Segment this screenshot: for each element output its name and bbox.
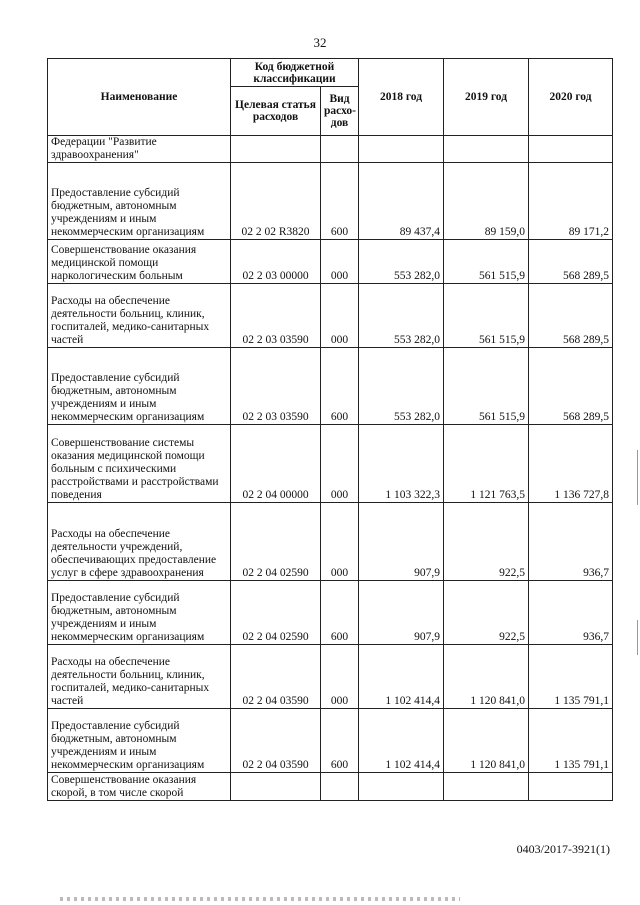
row-2019-value-cell: 1 120 841,0 <box>444 645 529 709</box>
row-expense-kind-cell: 000 <box>321 240 359 284</box>
footer-scan-marks <box>60 897 460 901</box>
row-target-code-cell: 02 2 04 03590 <box>231 709 321 773</box>
row-expense-kind-cell: 000 <box>321 503 359 581</box>
row-2020-value-cell: 568 289,5 <box>529 284 613 348</box>
row-2018-value-cell: 1 102 414,4 <box>359 645 444 709</box>
table-row <box>48 348 613 425</box>
row-2019-value-cell: 561 515,9 <box>444 284 529 348</box>
table-row <box>48 709 613 773</box>
row-2018-value-cell: 553 282,0 <box>359 240 444 284</box>
row-target-code-cell <box>231 136 321 163</box>
row-2019-value-cell: 922,5 <box>444 581 529 645</box>
row-2020-value-cell: 1 136 727,8 <box>529 425 613 503</box>
row-2020-value-cell: 568 289,5 <box>529 240 613 284</box>
row-target-code-cell: 02 2 04 00000 <box>231 425 321 503</box>
row-name-cell: Федерации "Развитие здравоохранения" <box>48 136 231 163</box>
edge-scan-mark <box>637 620 638 655</box>
row-name-cell: Расходы на обеспечение деятельности больниц, клиник, госпиталей, медико-санитарных частей <box>48 645 231 709</box>
row-2019-value-cell <box>444 136 529 163</box>
row-2018-value-cell: 553 282,0 <box>359 284 444 348</box>
row-name-cell: Совершенствование оказания скорой, в том числе скорой <box>48 773 231 801</box>
row-2019-value-cell: 561 515,9 <box>444 348 529 425</box>
header-name: Наименование <box>48 59 231 136</box>
row-2019-value-cell: 1 121 763,5 <box>444 425 529 503</box>
table-row <box>48 425 613 503</box>
row-expense-kind-cell: 600 <box>321 163 359 240</box>
row-2019-value-cell: 1 120 841,0 <box>444 709 529 773</box>
row-name-cell: Предоставление субсидий бюджетным, автономным учреждениям и иным некоммерческим организациям <box>48 709 231 773</box>
row-2020-value-cell: 936,7 <box>529 503 613 581</box>
row-2020-value-cell: 568 289,5 <box>529 348 613 425</box>
header-2020: 2020 год <box>529 59 613 136</box>
row-name-cell: Предоставление субсидий бюджетным, автономным учреждениям и иным некоммерческим организациям <box>48 163 231 240</box>
row-target-code-cell <box>231 773 321 801</box>
row-2019-value-cell: 922,5 <box>444 503 529 581</box>
table-row <box>48 645 613 709</box>
edge-scan-mark <box>637 450 638 505</box>
table-body <box>48 136 613 801</box>
row-2020-value-cell: 89 171,2 <box>529 163 613 240</box>
header-2019: 2019 год <box>444 59 529 136</box>
row-2020-value-cell: 1 135 791,1 <box>529 645 613 709</box>
header-target: Целевая статья расходов <box>231 87 321 136</box>
row-2018-value-cell: 907,9 <box>359 581 444 645</box>
row-target-code-cell: 02 2 04 02590 <box>231 581 321 645</box>
budget-table <box>47 58 613 801</box>
row-2020-value-cell: 1 135 791,1 <box>529 709 613 773</box>
row-name-cell: Расходы на обеспечение деятельности больниц, клиник, госпиталей, медико-санитарных частей <box>48 284 231 348</box>
header-code-group: Код бюджетной классификации <box>231 59 359 87</box>
row-2020-value-cell <box>529 136 613 163</box>
row-expense-kind-cell: 000 <box>321 284 359 348</box>
header-kind: Вид расхо-дов <box>321 87 359 136</box>
row-2020-value-cell <box>529 773 613 801</box>
header-2018: 2018 год <box>359 59 444 136</box>
row-expense-kind-cell <box>321 773 359 801</box>
row-2018-value-cell: 553 282,0 <box>359 348 444 425</box>
row-expense-kind-cell: 600 <box>321 581 359 645</box>
row-name-cell: Расходы на обеспечение деятельности учреждений, обеспечивающих предоставление услуг в сфере здравоохранения <box>48 503 231 581</box>
row-2018-value-cell <box>359 773 444 801</box>
row-expense-kind-cell: 600 <box>321 348 359 425</box>
row-expense-kind-cell: 000 <box>321 645 359 709</box>
row-name-cell: Совершенствование оказания медицинской помощи наркологическим больным <box>48 240 231 284</box>
page-number: 32 <box>313 35 327 50</box>
table-row <box>48 240 613 284</box>
row-2018-value-cell: 89 437,4 <box>359 163 444 240</box>
row-2019-value-cell: 561 515,9 <box>444 240 529 284</box>
table-row <box>48 284 613 348</box>
row-expense-kind-cell: 000 <box>321 425 359 503</box>
row-2020-value-cell: 936,7 <box>529 581 613 645</box>
document-reference: 0403/2017-3921(1) <box>516 842 610 856</box>
table-row <box>48 773 613 801</box>
row-name-cell: Предоставление субсидий бюджетным, автономным учреждениям и иным некоммерческим организациям <box>48 348 231 425</box>
table-row <box>48 163 613 240</box>
table-row <box>48 136 613 163</box>
row-name-cell: Предоставление субсидий бюджетным, автономным учреждениям и иным некоммерческим организациям <box>48 581 231 645</box>
row-target-code-cell: 02 2 04 03590 <box>231 645 321 709</box>
row-target-code-cell: 02 2 04 02590 <box>231 503 321 581</box>
row-target-code-cell: 02 2 03 03590 <box>231 284 321 348</box>
row-expense-kind-cell: 600 <box>321 709 359 773</box>
row-name-cell: Совершенствование системы оказания медицинской помощи больным с психическими расстройствами и расстройствами поведения <box>48 425 231 503</box>
row-target-code-cell: 02 2 02 R3820 <box>231 163 321 240</box>
row-target-code-cell: 02 2 03 00000 <box>231 240 321 284</box>
row-expense-kind-cell <box>321 136 359 163</box>
row-2019-value-cell: 89 159,0 <box>444 163 529 240</box>
row-2018-value-cell: 1 103 322,3 <box>359 425 444 503</box>
row-2018-value-cell <box>359 136 444 163</box>
table-header <box>48 59 613 136</box>
row-2018-value-cell: 1 102 414,4 <box>359 709 444 773</box>
row-target-code-cell: 02 2 03 03590 <box>231 348 321 425</box>
row-2018-value-cell: 907,9 <box>359 503 444 581</box>
table-row <box>48 581 613 645</box>
row-2019-value-cell <box>444 773 529 801</box>
table-row <box>48 503 613 581</box>
